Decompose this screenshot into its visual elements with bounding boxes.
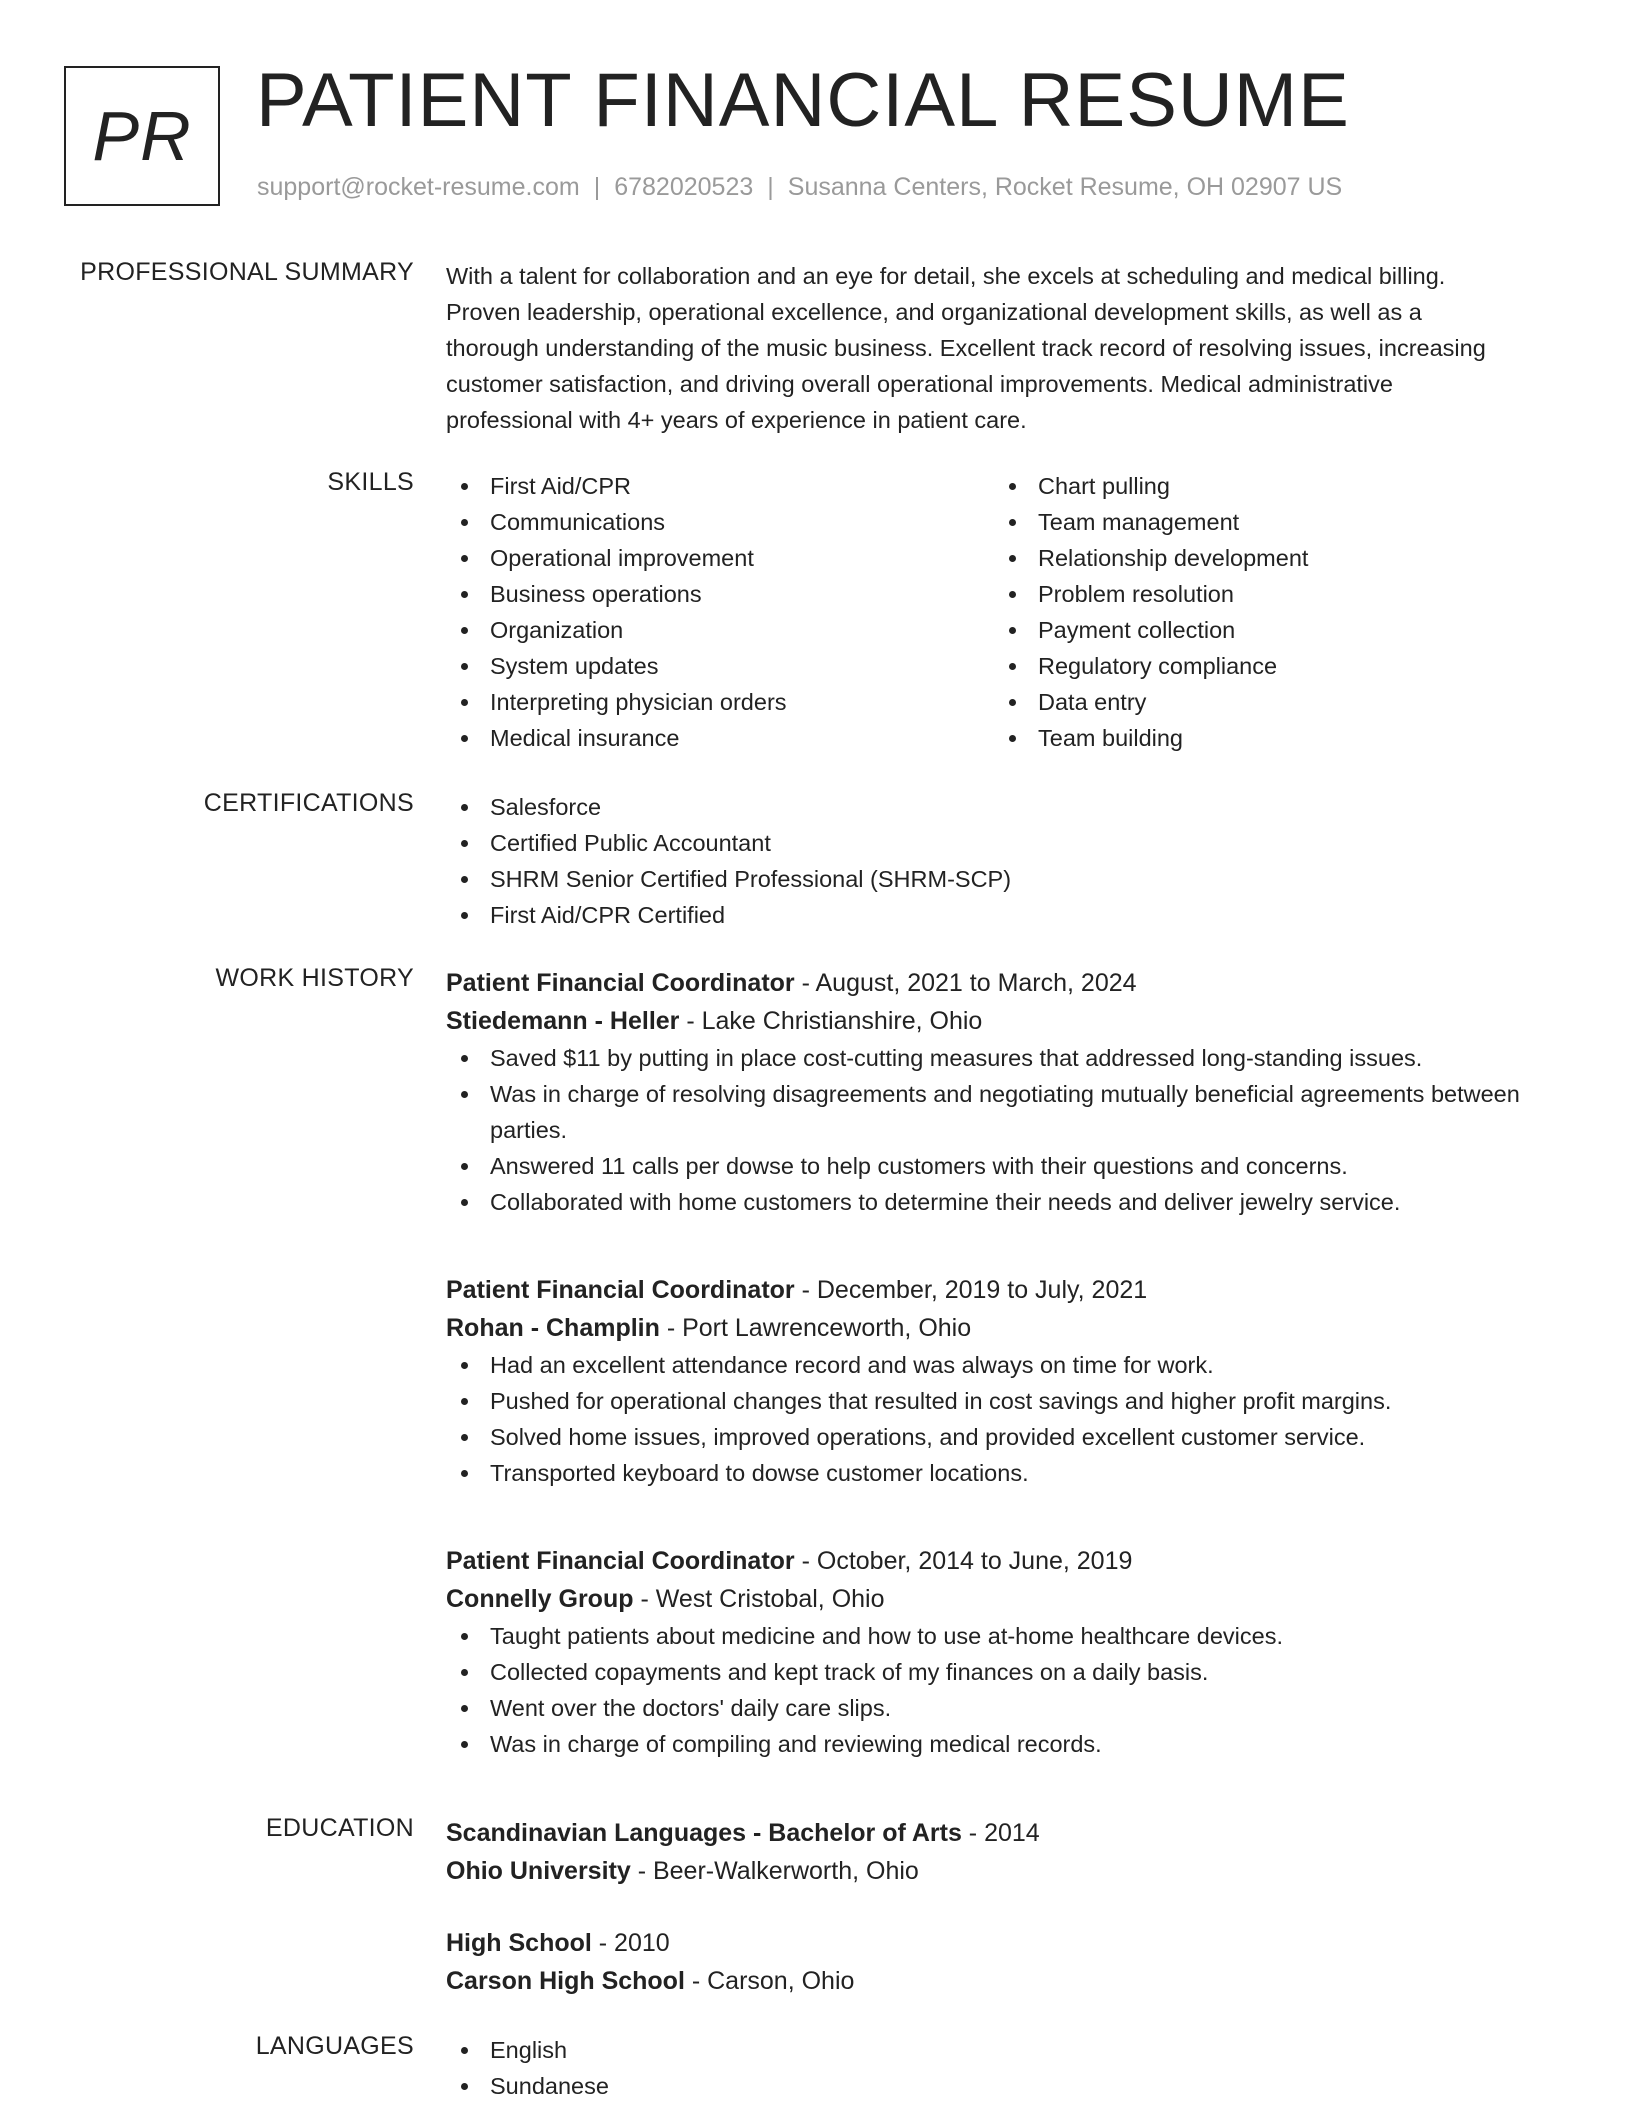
skill-item: Chart pulling (994, 468, 1542, 504)
job-bullet: Answered 11 calls per dowse to help customers with their questions and concerns. (446, 1148, 1566, 1184)
job-bullet: Pushed for operational changes that resulted in cost savings and higher profit margins. (446, 1383, 1566, 1419)
language-item: English (446, 2032, 1566, 2068)
languages-list (446, 2032, 1566, 2104)
education-degree: High School (446, 1929, 592, 1957)
certification-item: Salesforce (446, 789, 1566, 825)
job-bullet: Collected copayments and kept track of my finances on a daily basis. (446, 1654, 1566, 1690)
language-item: Sundanese (446, 2068, 1566, 2104)
skill-item: Data entry (994, 684, 1542, 720)
monogram-logo: PR (64, 66, 220, 206)
education-school: Carson High School (446, 1967, 685, 1995)
skills-grid (446, 468, 1566, 756)
job-title: Patient Financial Coordinator (446, 969, 795, 997)
skill-item: Relationship development (994, 540, 1542, 576)
section-label: WORK HISTORY (215, 964, 414, 992)
skill-item: Regulatory compliance (994, 648, 1542, 684)
education-degree-line (446, 1924, 1566, 1962)
contact-line (257, 173, 1342, 202)
job-bullet: Transported keyboard to dowse customer locations. (446, 1455, 1566, 1491)
job-company: Rohan - Champlin (446, 1314, 660, 1342)
certification-item: SHRM Senior Certified Professional (SHRM-SCP) (446, 861, 1566, 897)
section-label: CERTIFICATIONS (203, 789, 414, 817)
skill-item: First Aid/CPR (446, 468, 994, 504)
education-school: Ohio University (446, 1857, 631, 1885)
skill-item: Payment collection (994, 612, 1542, 648)
job-bullet: Saved $11 by putting in place cost-cutting measures that addressed long-standing issues. (446, 1040, 1566, 1076)
job-bullet: Collaborated with home customers to determine their needs and deliver jewelry service. (446, 1184, 1566, 1220)
education-location: - Beer-Walkerworth, Ohio (630, 1857, 919, 1885)
certifications-list (446, 789, 1566, 933)
job-title: Patient Financial Coordinator (446, 1276, 795, 1304)
summary-line: Proven leadership, operational excellence, and organizational development skills, as well as a (446, 299, 1422, 325)
section-label: LANGUAGES (255, 2032, 414, 2060)
summary-line: With a talent for collaboration and an eye for detail, she excels at scheduling and medical billing. (446, 263, 1446, 289)
skill-item: Team building (994, 720, 1542, 756)
section-label: SKILLS (327, 468, 414, 496)
job-bullets (446, 1347, 1566, 1491)
job-org-line (446, 1002, 1566, 1040)
education-year: - 2014 (961, 1819, 1040, 1847)
education-degree-line (446, 1814, 1566, 1852)
skills-list-right (994, 468, 1542, 756)
job-bullet: Taught patients about medicine and how to use at-home healthcare devices. (446, 1618, 1566, 1654)
contact-separator: | (767, 173, 774, 201)
skill-item: Interpreting physician orders (446, 684, 994, 720)
job-org-line (446, 1309, 1566, 1347)
education-location: - Carson, Ohio (684, 1967, 855, 1995)
job-company: Stiedemann - Heller (446, 1007, 680, 1035)
resume-title: PATIENT FINANCIAL RESUME (256, 58, 1350, 143)
skills-list-left (446, 468, 994, 756)
skill-item: Team management (994, 504, 1542, 540)
job-dates: - October, 2014 to June, 2019 (794, 1547, 1133, 1575)
job-title-line (446, 1271, 1566, 1309)
job-location: - West Cristobal, Ohio (633, 1585, 885, 1613)
languages-body (446, 2032, 1566, 2104)
job-bullet: Was in charge of resolving disagreements and negotiating mutually beneficial agreements between parties. (446, 1076, 1566, 1148)
job-dates: - August, 2021 to March, 2024 (794, 969, 1137, 997)
job-location: - Port Lawrenceworth, Ohio (659, 1314, 972, 1342)
skill-item: Operational improvement (446, 540, 994, 576)
summary-line: customer satisfaction, and driving overall operational improvements. Medical administrative (446, 371, 1393, 397)
contact-separator: | (593, 173, 601, 201)
job-title-line (446, 1542, 1566, 1580)
job-bullets (446, 1618, 1566, 1762)
job-title-line (446, 964, 1566, 1002)
education-entry (446, 1814, 1566, 1890)
contact-phone[interactable]: 6782020523 (614, 173, 754, 201)
certification-item: Certified Public Accountant (446, 825, 1566, 861)
job-bullet: Solved home issues, improved operations, and provided excellent customer service. (446, 1419, 1566, 1455)
skill-item: Problem resolution (994, 576, 1542, 612)
contact-address: Susanna Centers, Rocket Resume, OH 02907 US (787, 173, 1343, 201)
job-org-line (446, 1580, 1566, 1618)
contact-email[interactable]: support@rocket-resume.com (257, 173, 580, 201)
job-bullet: Had an excellent attendance record and was always on time for work. (446, 1347, 1566, 1383)
job-bullets (446, 1040, 1566, 1220)
certification-item: First Aid/CPR Certified (446, 897, 1566, 933)
job-dates: - December, 2019 to July, 2021 (794, 1276, 1148, 1304)
skill-item: Organization (446, 612, 994, 648)
job-bullet: Was in charge of compiling and reviewing medical records. (446, 1726, 1566, 1762)
education-entry (446, 1924, 1566, 2000)
education-school-line (446, 1962, 1566, 2000)
skill-item: Communications (446, 504, 994, 540)
education-school-line (446, 1852, 1566, 1890)
section-label: PROFESSIONAL SUMMARY (80, 258, 414, 286)
education-year: - 2010 (591, 1929, 670, 1957)
summary-line: professional with 4+ years of experience in patient care. (446, 407, 1027, 433)
skill-item: Medical insurance (446, 720, 994, 756)
skill-item: Business operations (446, 576, 994, 612)
summary-text (446, 258, 1566, 438)
certifications-body (446, 789, 1566, 933)
job-bullet: Went over the doctors' daily care slips. (446, 1690, 1566, 1726)
job-company: Connelly Group (446, 1585, 634, 1613)
summary-line: thorough understanding of the music business. Excellent track record of resolving issues, increasing (446, 335, 1486, 361)
education-degree: Scandinavian Languages - Bachelor of Arts (446, 1819, 962, 1847)
job-title: Patient Financial Coordinator (446, 1547, 795, 1575)
skill-item: System updates (446, 648, 994, 684)
job-location: - Lake Christianshire, Ohio (679, 1007, 983, 1035)
section-label: EDUCATION (265, 1814, 414, 1842)
